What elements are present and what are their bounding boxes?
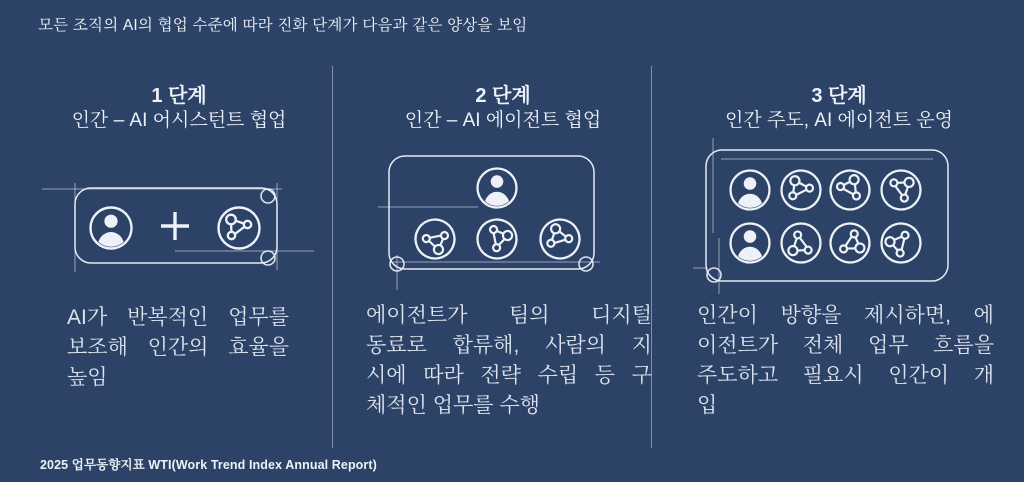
stage-1-subtitle: 인간 – AI 어시스턴트 협업 <box>71 110 287 131</box>
sketch-frame <box>378 156 600 290</box>
stage-2-header <box>354 84 652 133</box>
column-divider-1 <box>332 66 333 448</box>
stage-1-description: AI가 반복적인 업무를 보조해 인간의 효율을 높임 <box>67 306 289 389</box>
stage-1-title: 1 단계 <box>151 85 207 107</box>
agent-network-icon <box>778 167 823 212</box>
person-icon <box>731 224 770 274</box>
stage-1-illustration <box>40 158 320 280</box>
agent-network-icon <box>219 208 260 249</box>
agent-network-icon <box>882 171 921 210</box>
stage-2-subtitle: 인간 – AI 에이전트 협업 <box>404 110 602 131</box>
agent-network-icon <box>471 213 523 265</box>
agent-network-icon <box>874 216 929 271</box>
stage-2-title: 2 단계 <box>475 85 531 107</box>
agent-network-icon <box>782 224 821 263</box>
person-icon <box>91 208 132 261</box>
agent-network-icon <box>409 213 461 265</box>
stage-3-header <box>686 84 992 133</box>
source-footnote: 2025 업무동향지표 WTI(Work Trend Index Annual Report) <box>40 458 377 472</box>
stage-3-description: 인간이 방향을 제시하면, 에 이전트가 전체 업무 흐름을 주도하고 필요시 인간이 개 입 <box>697 304 994 417</box>
agent-network-icon <box>825 218 875 268</box>
stage-2-illustration <box>378 140 613 292</box>
person-icon <box>731 171 770 221</box>
stage-1-header <box>36 84 322 133</box>
stage-3-title: 3 단계 <box>811 85 867 107</box>
person-icon <box>478 169 517 219</box>
plus-icon <box>161 212 189 240</box>
stage-2-description: 에이전트가 팀의 디지털 동료로 합류해, 사람의 지 시에 따라 전략 수립 등 구 체적인 업무를 수행 <box>366 304 652 417</box>
stage-3-subtitle: 인간 주도, AI 에이전트 운영 <box>725 110 953 131</box>
agent-network-icon <box>535 214 585 264</box>
agent-network-icon <box>824 164 876 216</box>
slide-title: 모든 조직의 AI의 협업 수준에 따라 진화 단계가 다음과 같은 양상을 보임 <box>38 17 528 34</box>
stage-3-illustration <box>693 138 963 295</box>
sketch-frame <box>693 138 948 294</box>
